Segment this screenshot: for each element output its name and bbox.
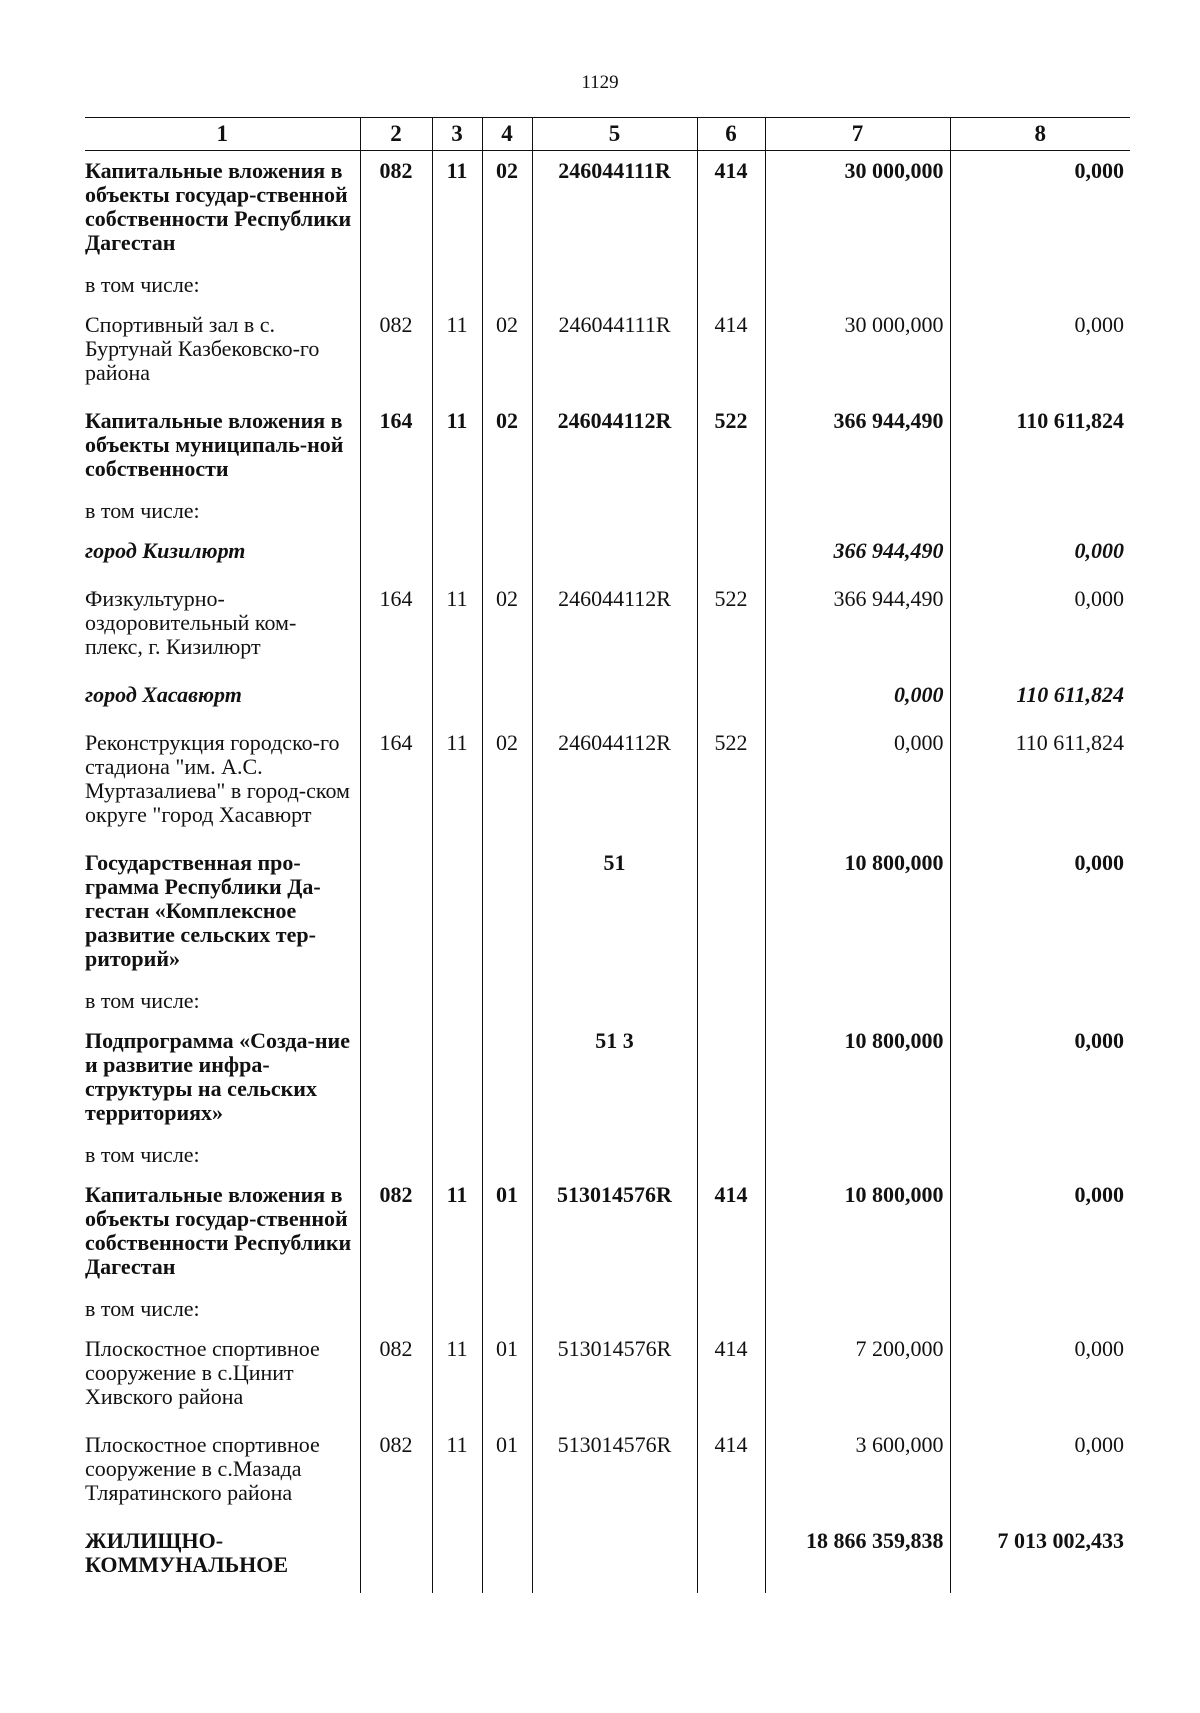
table-body bbox=[85, 151, 1130, 1594]
expense-type-cell: 414 bbox=[697, 1329, 765, 1425]
target-article-cell: 51 bbox=[532, 843, 697, 987]
row-name-cell: Капитальные вложения в объекты государ-ственной собственности Республики Дагестан bbox=[85, 158, 352, 255]
target-article-cell bbox=[532, 675, 697, 723]
table-row bbox=[85, 1425, 1130, 1521]
subchapter-code-cell bbox=[482, 1521, 532, 1593]
section-code-cell bbox=[360, 1521, 432, 1593]
row-name-cell: в том числе: bbox=[85, 498, 200, 523]
row-name-cell: Реконструкция городско-го стадиона "им. А.С. Муртазалиева" в город-ском округе "город Хасавюрт bbox=[85, 730, 350, 827]
subchapter-code-cell: 02 bbox=[482, 305, 532, 401]
column-header-4: 4 bbox=[482, 118, 532, 151]
expense-type-cell: 414 bbox=[697, 151, 765, 272]
column-header-6: 6 bbox=[697, 118, 765, 151]
amount-col8-cell: 0,000 bbox=[950, 305, 1130, 401]
amount-col8-cell bbox=[950, 497, 1130, 531]
subchapter-code-cell bbox=[482, 1021, 532, 1141]
amount-col8-cell: 0,000 bbox=[950, 579, 1130, 675]
amount-col7-cell bbox=[765, 497, 950, 531]
amount-col7-cell: 30 000,000 bbox=[765, 305, 950, 401]
expense-type-cell bbox=[697, 987, 765, 1021]
chapter-code-cell bbox=[432, 271, 482, 305]
chapter-code-cell bbox=[432, 675, 482, 723]
target-article-cell bbox=[532, 1141, 697, 1175]
amount-col8-cell: 0,000 bbox=[950, 1329, 1130, 1425]
amount-col7-cell bbox=[765, 987, 950, 1021]
row-name-cell: ЖИЛИЩНО-КОММУНАЛЬНОЕ bbox=[85, 1528, 289, 1577]
amount-col7-cell bbox=[765, 271, 950, 305]
row-name-cell: Государственная про-грамма Республики Да-гестан «Комплексное развитие сельских тер-риторий» bbox=[85, 850, 321, 971]
section-code-cell bbox=[360, 843, 432, 987]
target-article-cell bbox=[532, 1521, 697, 1593]
row-name-cell: в том числе: bbox=[85, 272, 200, 297]
chapter-code-cell: 11 bbox=[432, 1175, 482, 1295]
section-code-cell bbox=[360, 675, 432, 723]
row-name-cell: Плоскостное спортивное сооружение в с.Мазада Тляратинского района bbox=[85, 1432, 320, 1505]
amount-col7-cell: 0,000 bbox=[765, 675, 950, 723]
expense-type-cell bbox=[697, 843, 765, 987]
amount-col7-cell: 10 800,000 bbox=[765, 1175, 950, 1295]
chapter-code-cell: 11 bbox=[432, 1329, 482, 1425]
amount-col7-cell: 366 944,490 bbox=[765, 579, 950, 675]
section-code-cell bbox=[360, 1141, 432, 1175]
section-code-cell bbox=[360, 1021, 432, 1141]
section-code-cell: 164 bbox=[360, 723, 432, 843]
subchapter-code-cell bbox=[482, 271, 532, 305]
amount-col7-cell: 30 000,000 bbox=[765, 151, 950, 272]
section-code-cell bbox=[360, 497, 432, 531]
table-row bbox=[85, 1295, 1130, 1329]
row-name-cell: Подпрограмма «Созда-ние и развитие инфра-структуры на сельских территориях» bbox=[85, 1028, 350, 1125]
row-name-cell: Физкультурно-оздоровительный ком-плекс, г. Кизилюрт bbox=[85, 586, 297, 659]
amount-col8-cell: 0,000 bbox=[950, 843, 1130, 987]
column-header-3: 3 bbox=[432, 118, 482, 151]
chapter-code-cell: 11 bbox=[432, 305, 482, 401]
chapter-code-cell bbox=[432, 1295, 482, 1329]
subchapter-code-cell: 02 bbox=[482, 579, 532, 675]
column-header-8: 8 bbox=[950, 118, 1130, 151]
target-article-cell: 246044112R bbox=[532, 401, 697, 497]
row-name-cell: город Кизилюрт bbox=[85, 538, 246, 563]
amount-col7-cell: 7 200,000 bbox=[765, 1329, 950, 1425]
subchapter-code-cell: 02 bbox=[482, 151, 532, 272]
amount-col8-cell: 7 013 002,433 bbox=[950, 1521, 1130, 1593]
amount-col8-cell: 0,000 bbox=[950, 1175, 1130, 1295]
section-code-cell: 082 bbox=[360, 1175, 432, 1295]
amount-col8-cell: 0,000 bbox=[950, 531, 1130, 579]
amount-col8-cell: 0,000 bbox=[950, 1021, 1130, 1141]
target-article-cell: 246044112R bbox=[532, 723, 697, 843]
target-article-cell bbox=[532, 531, 697, 579]
section-code-cell bbox=[360, 271, 432, 305]
row-name-cell: Капитальные вложения в объекты муниципаль-ной собственности bbox=[85, 408, 344, 481]
table-row bbox=[85, 1141, 1130, 1175]
table-row bbox=[85, 579, 1130, 675]
amount-col8-cell bbox=[950, 987, 1130, 1021]
row-name-cell: в том числе: bbox=[85, 1142, 200, 1167]
chapter-code-cell bbox=[432, 987, 482, 1021]
subchapter-code-cell: 01 bbox=[482, 1425, 532, 1521]
expense-type-cell bbox=[697, 1295, 765, 1329]
row-name-cell: в том числе: bbox=[85, 988, 200, 1013]
subchapter-code-cell bbox=[482, 1141, 532, 1175]
table-row bbox=[85, 305, 1130, 401]
section-code-cell bbox=[360, 531, 432, 579]
subchapter-code-cell bbox=[482, 675, 532, 723]
column-header-2: 2 bbox=[360, 118, 432, 151]
amount-col7-cell: 0,000 bbox=[765, 723, 950, 843]
target-article-cell bbox=[532, 987, 697, 1021]
column-header-7: 7 bbox=[765, 118, 950, 151]
chapter-code-cell bbox=[432, 497, 482, 531]
target-article-cell: 51 3 bbox=[532, 1021, 697, 1141]
expense-type-cell: 522 bbox=[697, 579, 765, 675]
amount-col8-cell bbox=[950, 1295, 1130, 1329]
amount-col7-cell: 10 800,000 bbox=[765, 1021, 950, 1141]
table-row bbox=[85, 151, 1130, 272]
chapter-code-cell bbox=[432, 531, 482, 579]
row-name-cell: в том числе: bbox=[85, 1296, 200, 1321]
table-row bbox=[85, 987, 1130, 1021]
amount-col7-cell: 18 866 359,838 bbox=[765, 1521, 950, 1593]
expense-type-cell bbox=[697, 271, 765, 305]
row-name-cell: Капитальные вложения в объекты государ-ственной собственности Республики Дагестан bbox=[85, 1182, 352, 1279]
subchapter-code-cell: 01 bbox=[482, 1329, 532, 1425]
expense-type-cell bbox=[697, 497, 765, 531]
chapter-code-cell: 11 bbox=[432, 1425, 482, 1521]
row-name-cell: город Хасавюрт bbox=[85, 682, 242, 707]
subchapter-code-cell: 02 bbox=[482, 401, 532, 497]
chapter-code-cell bbox=[432, 1021, 482, 1141]
table-row bbox=[85, 675, 1130, 723]
chapter-code-cell bbox=[432, 1141, 482, 1175]
amount-col7-cell bbox=[765, 1295, 950, 1329]
chapter-code-cell: 11 bbox=[432, 579, 482, 675]
target-article-cell: 246044112R bbox=[532, 579, 697, 675]
table-row bbox=[85, 1021, 1130, 1141]
table-row bbox=[85, 271, 1130, 305]
expense-type-cell bbox=[697, 1021, 765, 1141]
target-article-cell bbox=[532, 1295, 697, 1329]
subchapter-code-cell bbox=[482, 987, 532, 1021]
amount-col8-cell: 110 611,824 bbox=[950, 675, 1130, 723]
target-article-cell bbox=[532, 271, 697, 305]
expense-type-cell bbox=[697, 1521, 765, 1593]
section-code-cell bbox=[360, 987, 432, 1021]
subchapter-code-cell: 01 bbox=[482, 1175, 532, 1295]
amount-col8-cell: 0,000 bbox=[950, 151, 1130, 272]
column-header-1: 1 bbox=[85, 118, 360, 151]
subchapter-code-cell bbox=[482, 1295, 532, 1329]
table-row bbox=[85, 531, 1130, 579]
amount-col8-cell bbox=[950, 271, 1130, 305]
target-article-cell: 246044111R bbox=[532, 305, 697, 401]
subchapter-code-cell bbox=[482, 843, 532, 987]
section-code-cell: 164 bbox=[360, 579, 432, 675]
target-article-cell: 513014576R bbox=[532, 1329, 697, 1425]
expense-type-cell: 414 bbox=[697, 305, 765, 401]
row-name-cell: Спортивный зал в с. Буртунай Казбековско-го района bbox=[85, 312, 320, 385]
section-code-cell bbox=[360, 1295, 432, 1329]
column-header-5: 5 bbox=[532, 118, 697, 151]
section-code-cell: 082 bbox=[360, 305, 432, 401]
target-article-cell: 513014576R bbox=[532, 1425, 697, 1521]
table-row bbox=[85, 1521, 1130, 1593]
chapter-code-cell: 11 bbox=[432, 401, 482, 497]
amount-col8-cell: 0,000 bbox=[950, 1425, 1130, 1521]
target-article-cell bbox=[532, 497, 697, 531]
amount-col7-cell: 10 800,000 bbox=[765, 843, 950, 987]
table-row bbox=[85, 843, 1130, 987]
target-article-cell: 513014576R bbox=[532, 1175, 697, 1295]
subchapter-code-cell bbox=[482, 497, 532, 531]
section-code-cell: 082 bbox=[360, 1425, 432, 1521]
table-row bbox=[85, 401, 1130, 497]
amount-col7-cell: 3 600,000 bbox=[765, 1425, 950, 1521]
amount-col8-cell: 110 611,824 bbox=[950, 723, 1130, 843]
expense-type-cell: 414 bbox=[697, 1425, 765, 1521]
amount-col8-cell: 110 611,824 bbox=[950, 401, 1130, 497]
table-header-row bbox=[85, 118, 1130, 151]
expense-type-cell: 522 bbox=[697, 401, 765, 497]
table-row bbox=[85, 1175, 1130, 1295]
section-code-cell: 082 bbox=[360, 1329, 432, 1425]
chapter-code-cell bbox=[432, 1521, 482, 1593]
table-row bbox=[85, 1329, 1130, 1425]
expense-type-cell bbox=[697, 675, 765, 723]
table-row bbox=[85, 497, 1130, 531]
page-number: 1129 bbox=[581, 72, 619, 93]
amount-col7-cell: 366 944,490 bbox=[765, 531, 950, 579]
amount-col8-cell bbox=[950, 1141, 1130, 1175]
budget-table bbox=[85, 117, 1130, 1593]
section-code-cell: 082 bbox=[360, 151, 432, 272]
section-code-cell: 164 bbox=[360, 401, 432, 497]
subchapter-code-cell: 02 bbox=[482, 723, 532, 843]
subchapter-code-cell bbox=[482, 531, 532, 579]
table-row bbox=[85, 723, 1130, 843]
chapter-code-cell: 11 bbox=[432, 723, 482, 843]
row-name-cell: Плоскостное спортивное сооружение в с.Цинит Хивского района bbox=[85, 1336, 320, 1409]
expense-type-cell: 522 bbox=[697, 723, 765, 843]
expense-type-cell bbox=[697, 1141, 765, 1175]
expense-type-cell bbox=[697, 531, 765, 579]
amount-col7-cell bbox=[765, 1141, 950, 1175]
target-article-cell: 246044111R bbox=[532, 151, 697, 272]
chapter-code-cell: 11 bbox=[432, 151, 482, 272]
amount-col7-cell: 366 944,490 bbox=[765, 401, 950, 497]
chapter-code-cell bbox=[432, 843, 482, 987]
expense-type-cell: 414 bbox=[697, 1175, 765, 1295]
